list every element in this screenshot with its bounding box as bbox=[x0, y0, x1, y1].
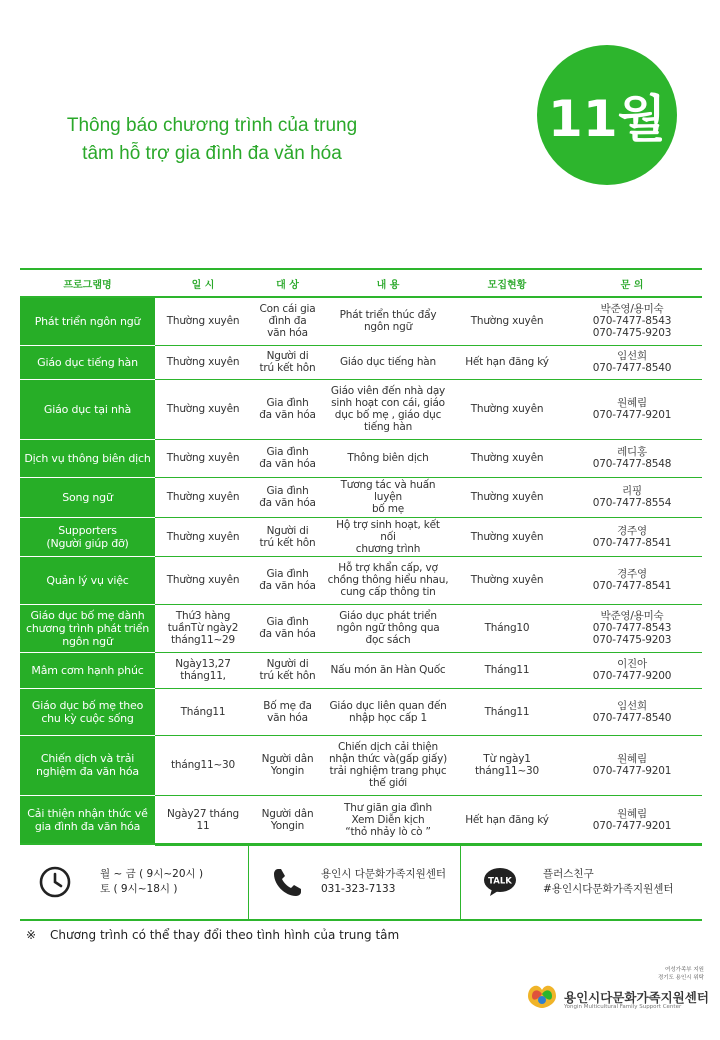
content-cell bbox=[324, 735, 452, 795]
time-cell bbox=[155, 604, 251, 652]
content-line: chương trình bbox=[355, 542, 421, 555]
contact-cell bbox=[562, 477, 702, 517]
contact-cell bbox=[562, 379, 702, 439]
center-logo bbox=[520, 966, 710, 1016]
status-line: Tháng11 bbox=[484, 705, 530, 718]
status-line: Hết hạn đăng ký bbox=[465, 356, 549, 368]
content-cell bbox=[324, 345, 452, 379]
column-header-contact: 문 의 bbox=[620, 279, 644, 291]
target-line: Gia đình bbox=[266, 568, 309, 580]
status-cell bbox=[452, 556, 562, 604]
status-line: Từ ngày1 bbox=[483, 753, 531, 765]
contact-footer bbox=[20, 843, 702, 921]
target-line: Người dân bbox=[261, 753, 314, 765]
time-cell bbox=[155, 517, 251, 556]
contact-line[interactable]: 070-7477-8541 bbox=[592, 536, 672, 549]
target-line: trú kết hôn bbox=[259, 670, 316, 682]
table-row bbox=[20, 379, 702, 439]
table-row bbox=[20, 477, 702, 517]
target-line: văn hóa bbox=[267, 327, 308, 340]
contact-line: 이진아 bbox=[617, 658, 647, 670]
logo-sponsor-line-1: 여성가족부 지원 bbox=[665, 967, 704, 973]
time-line: Thường xuyên bbox=[166, 491, 240, 503]
target-line: đa văn hóa bbox=[259, 580, 316, 592]
title-line-1: Thông báo chương trình của trung bbox=[66, 115, 358, 136]
content-line: Tương tác và huấn luyện bbox=[340, 479, 436, 503]
column-header-status: 모집현황 bbox=[487, 279, 527, 291]
content-line: dục bố mẹ , giáo dục bbox=[334, 409, 442, 421]
target-line: Người di bbox=[266, 658, 309, 670]
title-line-2: tâm hỗ trợ gia đình đa văn hóa bbox=[82, 143, 342, 164]
status-line: Hết hạn đăng ký bbox=[465, 814, 549, 826]
time-line: Thường xuyên bbox=[166, 530, 240, 543]
content-cell bbox=[324, 688, 452, 735]
contact-line: 박준영/용미숙 bbox=[600, 610, 664, 622]
kakao-section bbox=[460, 845, 702, 919]
kakao-id[interactable]: #용인시다문화가족지원센터 bbox=[543, 883, 674, 895]
target-line: đa văn hóa bbox=[259, 497, 316, 509]
time-cell bbox=[155, 297, 251, 345]
hours-weekday: 월 ~ 금 ( 9시~20시 ) bbox=[100, 868, 204, 880]
target-cell bbox=[251, 345, 324, 379]
target-cell bbox=[251, 439, 324, 477]
contact-cell bbox=[562, 439, 702, 477]
contact-line[interactable]: 070-7477-9201 bbox=[592, 409, 672, 421]
time-line: tháng11, bbox=[180, 670, 226, 682]
content-cell bbox=[324, 795, 452, 845]
logo-sponsor-text bbox=[658, 966, 704, 982]
program-name-line: Mâm cơm hạnh phúc bbox=[31, 663, 144, 677]
time-line: Thường xuyên bbox=[166, 356, 240, 368]
time-cell bbox=[155, 345, 251, 379]
program-name-cell bbox=[20, 652, 155, 688]
content-cell bbox=[324, 477, 452, 517]
contact-line: 리핑 bbox=[622, 485, 642, 497]
table-row bbox=[20, 652, 702, 688]
target-line: Người di bbox=[266, 350, 309, 362]
target-cell bbox=[251, 688, 324, 735]
time-line: Tháng11 bbox=[180, 705, 226, 718]
content-line: cung cấp thông tin bbox=[340, 586, 436, 598]
phone-icon bbox=[271, 865, 305, 899]
logo-sponsor-line-2: 경기도 용인시 위탁 bbox=[657, 975, 704, 981]
program-name-line: Giáo dục tại nhà bbox=[43, 402, 132, 416]
family-emblem-icon bbox=[524, 978, 560, 1010]
program-name-line: chương trình phát triển bbox=[25, 621, 150, 635]
time-cell bbox=[155, 652, 251, 688]
program-name-cell bbox=[20, 556, 155, 604]
program-name-line: Chiến dịch và trải bbox=[40, 752, 135, 765]
program-name-cell bbox=[20, 604, 155, 652]
contact-line[interactable]: 070-7477-8548 bbox=[592, 458, 672, 470]
program-name-line: gia đình đa văn hóa bbox=[34, 820, 141, 833]
contact-line[interactable]: 070-7475-9203 bbox=[592, 327, 672, 340]
time-line: tuầnTừ ngày2 bbox=[167, 622, 239, 634]
content-cell bbox=[324, 556, 452, 604]
target-cell bbox=[251, 795, 324, 845]
talk-label: TALK bbox=[488, 876, 512, 887]
contact-line[interactable]: 070-7477-9200 bbox=[592, 670, 672, 682]
program-name-line: Giáo dục tiếng hàn bbox=[37, 355, 138, 369]
status-cell bbox=[452, 517, 562, 556]
column-header-program: 프로그램명 bbox=[63, 279, 112, 291]
target-line: Gia đình bbox=[266, 485, 309, 497]
content-line: Giáo dục liên quan đến bbox=[329, 699, 447, 712]
notice-text: Chương trình có thể thay đổi theo tình hình của trung tâm bbox=[50, 928, 400, 942]
contact-line: 경주영 bbox=[617, 524, 647, 537]
status-cell bbox=[452, 477, 562, 517]
content-line: Giáo dục tiếng hàn bbox=[340, 356, 436, 368]
target-cell bbox=[251, 604, 324, 652]
contact-line: 원혜림 bbox=[617, 808, 647, 820]
status-line: Thường xuyên bbox=[470, 403, 544, 415]
logo-name: 용인시다문화가족지원센터 bbox=[564, 990, 709, 1005]
contact-line: 원혜림 bbox=[617, 753, 647, 765]
target-line: Con cái gia bbox=[259, 303, 316, 316]
content-line: chồng thông hiểu nhau, bbox=[327, 574, 449, 586]
phone-section bbox=[248, 845, 460, 919]
time-cell bbox=[155, 477, 251, 517]
status-cell bbox=[452, 439, 562, 477]
target-line: đa văn hóa bbox=[259, 458, 316, 470]
hours-text bbox=[100, 867, 203, 897]
target-line: đa văn hóa bbox=[259, 628, 316, 640]
content-line: bố mẹ bbox=[371, 503, 405, 515]
status-cell bbox=[452, 795, 562, 845]
table-row bbox=[20, 297, 702, 345]
target-line: đa văn hóa bbox=[259, 409, 316, 421]
program-name-line: ngôn ngữ bbox=[62, 634, 113, 648]
content-line: “thỏ nhảy lò cò ” bbox=[345, 826, 431, 838]
status-line: Tháng11 bbox=[484, 664, 530, 676]
content-cell bbox=[324, 652, 452, 688]
status-line: Thường xuyên bbox=[470, 574, 544, 586]
time-line: Thường xuyên bbox=[166, 574, 240, 586]
column-header-time: 일 시 bbox=[191, 279, 215, 291]
time-line: Thường xuyên bbox=[166, 452, 240, 464]
table-row bbox=[20, 735, 702, 795]
table-row bbox=[20, 517, 702, 556]
target-cell bbox=[251, 735, 324, 795]
logo-english-name: Yongin Multicultural Family Support Center bbox=[564, 1004, 682, 1010]
content-line: tiếng hàn bbox=[363, 421, 413, 433]
table-row bbox=[20, 345, 702, 379]
time-line: Ngày27 tháng bbox=[167, 808, 239, 820]
hours-saturday: 토 ( 9시~18시 ) bbox=[100, 883, 178, 895]
contact-cell bbox=[562, 795, 702, 845]
content-line: Nấu món ăn Hàn Quốc bbox=[330, 664, 446, 676]
contact-cell bbox=[562, 297, 702, 345]
content-line: Giáo dục phát triển bbox=[339, 610, 437, 622]
contact-line[interactable]: 070-7475-9203 bbox=[592, 634, 672, 646]
contact-cell bbox=[562, 517, 702, 556]
program-name-cell bbox=[20, 795, 155, 845]
content-line: nhập học cấp 1 bbox=[348, 711, 428, 724]
contact-line: 임선희 bbox=[617, 350, 647, 362]
target-line: đình đa bbox=[268, 315, 307, 328]
time-cell bbox=[155, 439, 251, 477]
target-cell bbox=[251, 379, 324, 439]
contact-line[interactable]: 070-7477-9201 bbox=[592, 820, 672, 832]
target-line: Gia đình bbox=[266, 446, 309, 458]
target-line: Bố mẹ đa bbox=[263, 699, 312, 712]
content-line: đọc sách bbox=[365, 634, 411, 646]
status-line: Thường xuyên bbox=[470, 452, 544, 464]
time-cell bbox=[155, 795, 251, 845]
content-line: trải nghiệm trang phục bbox=[329, 765, 447, 777]
content-line: Thư giãn gia đình bbox=[344, 802, 432, 814]
status-cell bbox=[452, 297, 562, 345]
contact-line: 레디홍 bbox=[617, 446, 647, 458]
content-line: Thông biên dịch bbox=[347, 452, 429, 464]
time-cell bbox=[155, 688, 251, 735]
target-line: Yongin bbox=[270, 765, 305, 777]
time-cell bbox=[155, 735, 251, 795]
center-name: 용인시 다문화가족지원센터 bbox=[321, 868, 447, 880]
time-line: Thường xuyên bbox=[166, 315, 240, 328]
content-line: Hộ trợ sinh hoạt, kết nối bbox=[336, 518, 440, 543]
content-cell bbox=[324, 379, 452, 439]
contact-line[interactable]: 070-7477-8554 bbox=[592, 497, 672, 509]
time-line: tháng11~29 bbox=[170, 634, 236, 646]
status-line: Thường xuyên bbox=[470, 315, 544, 328]
program-table bbox=[20, 268, 702, 846]
program-name-line: Quản lý vụ việc bbox=[46, 573, 129, 587]
time-line: Thường xuyên bbox=[166, 403, 240, 415]
time-line: Thứ3 hàng bbox=[175, 610, 231, 622]
target-cell bbox=[251, 652, 324, 688]
target-line: trú kết hôn bbox=[259, 536, 316, 549]
table-row bbox=[20, 604, 702, 652]
time-cell bbox=[155, 556, 251, 604]
page-title bbox=[22, 112, 402, 168]
program-name-line: chu kỳ cuộc sống bbox=[41, 711, 134, 725]
program-name-cell bbox=[20, 517, 155, 556]
content-line: ngôn ngữ thông qua bbox=[336, 622, 440, 634]
content-line: ngôn ngữ bbox=[363, 321, 413, 334]
column-header-content: 내 용 bbox=[376, 279, 400, 291]
contact-cell bbox=[562, 556, 702, 604]
contact-line[interactable]: 070-7477-8543 bbox=[592, 315, 672, 328]
program-name-cell bbox=[20, 379, 155, 439]
hours-section bbox=[20, 845, 248, 919]
contact-line: 박준영/용미숙 bbox=[600, 303, 664, 316]
contact-line[interactable]: 070-7477-9201 bbox=[592, 765, 672, 777]
content-line: nhận thức và(gấp giấy) bbox=[328, 753, 448, 765]
phone-number[interactable]: 031-323-7133 bbox=[321, 883, 396, 895]
status-cell bbox=[452, 688, 562, 735]
program-name-line: nghiệm đa văn hóa bbox=[36, 765, 139, 778]
content-line: Phát triển thúc đẩy bbox=[339, 309, 437, 322]
table-row bbox=[20, 795, 702, 845]
time-cell bbox=[155, 379, 251, 439]
contact-cell bbox=[562, 735, 702, 795]
contact-line[interactable]: 070-7477-8543 bbox=[592, 622, 672, 634]
content-cell bbox=[324, 604, 452, 652]
content-cell bbox=[324, 439, 452, 477]
target-line: Người di bbox=[266, 524, 309, 537]
program-name-cell bbox=[20, 477, 155, 517]
status-cell bbox=[452, 652, 562, 688]
program-name-line: (Người giúp đỡ) bbox=[46, 536, 129, 550]
contact-cell bbox=[562, 345, 702, 379]
contact-line: 원혜림 bbox=[617, 397, 647, 409]
target-line: Yongin bbox=[270, 820, 305, 832]
contact-line[interactable]: 070-7477-8541 bbox=[592, 580, 672, 592]
program-name-line: Supporters bbox=[58, 523, 117, 537]
program-name-line: Phát triển ngôn ngữ bbox=[34, 314, 141, 328]
program-name-cell bbox=[20, 439, 155, 477]
target-line: văn hóa bbox=[267, 711, 308, 724]
content-line: thế giới bbox=[369, 777, 407, 789]
contact-cell bbox=[562, 688, 702, 735]
content-cell bbox=[324, 517, 452, 556]
content-cell bbox=[324, 297, 452, 345]
kakao-talk-icon bbox=[483, 865, 517, 899]
content-line: Giáo viên đến nhà dạy bbox=[330, 385, 446, 397]
program-name-line: Song ngữ bbox=[62, 490, 113, 504]
program-name-cell bbox=[20, 345, 155, 379]
program-name-cell bbox=[20, 735, 155, 795]
reference-mark: ※ bbox=[26, 928, 37, 942]
program-name-cell bbox=[20, 688, 155, 735]
target-cell bbox=[251, 297, 324, 345]
target-line: trú kết hôn bbox=[259, 362, 316, 374]
target-line: Gia đình bbox=[266, 397, 309, 409]
program-name-line: Giáo dục bố mẹ dành bbox=[30, 608, 145, 622]
content-line: sinh hoạt con cái, giáo bbox=[331, 397, 445, 409]
time-line: tháng11~30 bbox=[170, 759, 236, 771]
program-name-line: Cải thiện nhận thức về bbox=[27, 807, 148, 820]
content-line: Chiến dịch cải thiện bbox=[338, 741, 438, 753]
status-cell bbox=[452, 379, 562, 439]
contact-line[interactable]: 070-7477-8540 bbox=[592, 711, 672, 724]
status-line: Thường xuyên bbox=[470, 491, 544, 503]
clock-icon bbox=[38, 865, 72, 899]
table-row bbox=[20, 556, 702, 604]
status-cell bbox=[452, 604, 562, 652]
plus-friend-label: 플러스친구 bbox=[543, 868, 594, 880]
kakao-text bbox=[543, 867, 674, 897]
contact-cell bbox=[562, 652, 702, 688]
change-notice bbox=[26, 928, 399, 942]
column-header-target: 대 상 bbox=[276, 279, 299, 291]
status-cell bbox=[452, 345, 562, 379]
program-name-cell bbox=[20, 297, 155, 345]
status-cell bbox=[452, 735, 562, 795]
contact-line: 임선희 bbox=[617, 699, 647, 712]
status-line: Tháng10 bbox=[484, 622, 530, 634]
table-row bbox=[20, 688, 702, 735]
table-row bbox=[20, 439, 702, 477]
status-line: Thường xuyên bbox=[470, 530, 544, 543]
target-line: Người dân bbox=[261, 808, 314, 820]
month-badge: 11월 bbox=[537, 45, 677, 185]
target-cell bbox=[251, 517, 324, 556]
table-header-row bbox=[20, 269, 702, 297]
program-name-line: Giáo dục bố mẹ theo bbox=[31, 698, 144, 712]
content-line: Hỗ trợ khẩn cấp, vợ bbox=[338, 562, 438, 574]
time-line: Ngày13,27 bbox=[175, 658, 231, 670]
target-cell bbox=[251, 556, 324, 604]
content-line: Xem Diễn kịch bbox=[351, 814, 425, 826]
target-line: Gia đình bbox=[266, 616, 309, 628]
program-name-line: Dịch vụ thông biên dịch bbox=[24, 451, 151, 465]
table-body bbox=[20, 297, 702, 845]
contact-line: 경주영 bbox=[617, 568, 647, 580]
contact-line[interactable]: 070-7477-8540 bbox=[592, 362, 672, 374]
time-line: 11 bbox=[196, 820, 210, 832]
status-line: tháng11~30 bbox=[474, 765, 540, 777]
phone-text bbox=[321, 867, 446, 897]
contact-cell bbox=[562, 604, 702, 652]
target-cell bbox=[251, 477, 324, 517]
